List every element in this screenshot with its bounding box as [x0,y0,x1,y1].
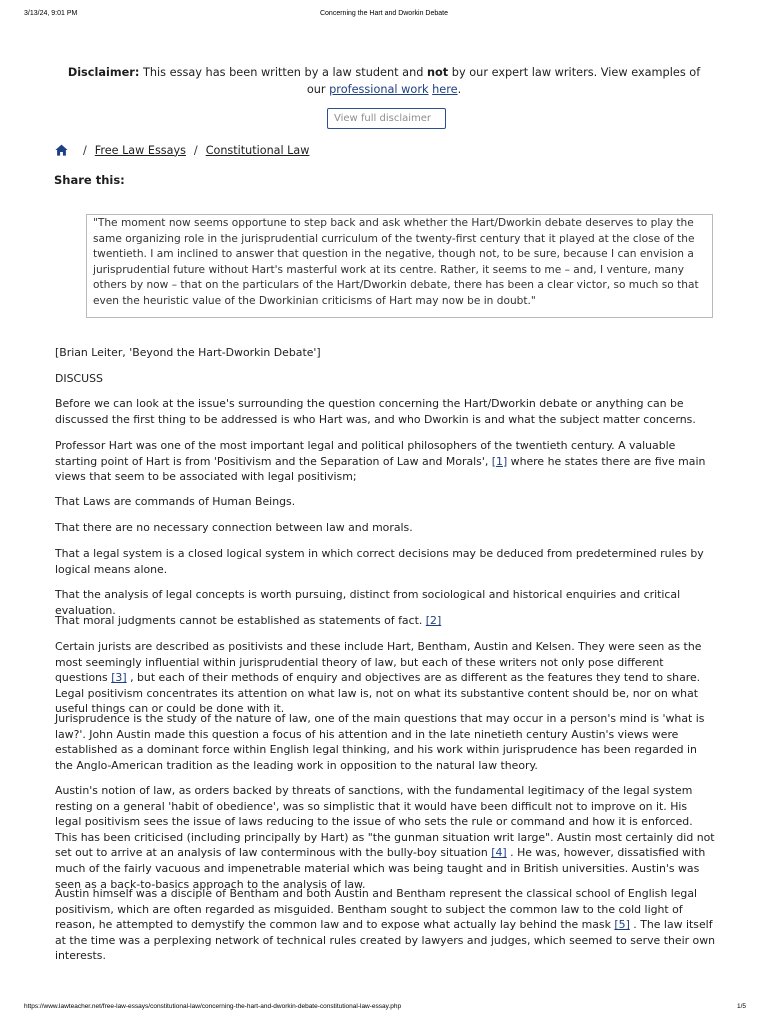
discuss-text: DISCUSS [55,372,103,385]
paragraph-10 [55,783,715,892]
paragraph-text: where he states there are five main views that seem to be associated with legal positivism; [55,454,706,484]
footnote-link-1[interactable]: [1] [491,454,508,468]
paragraph-text: Before we can look at the issue's surrounding the question concerning the Hart/Dworkin debate or anything can be discussed the first thing to be addressed is who Hart was, and who Dworkin is and what the subject matter concerns. [55,397,696,426]
paragraph-8 [55,639,715,717]
here-link[interactable]: here [432,83,458,96]
paragraph-7 [55,613,715,629]
disclaimer-text-2: by our expert law writers. View examples of our [306,66,701,96]
quote-text: "The moment now seems opportune to step back and ask whether the Hart/Dworkin debate deserves to play the same organizing role in the jurisprudential curriculum of the twenty-first century that it played at the close of the twentieth. I am inclined to answer that question in the negative, though not, to be sure, because I can envision a jurisprudential future without Hart's masterful work at its centre. Rather, it seems to me – and, I venture, many others by now – that on the particulars of the Hart/Dworkin debate, there has been a clear victor, so much so that even the heuristic value of the Dworkinian criticisms of Hart may now be in doubt." [93,217,699,307]
breadcrumb-separator: / [83,143,87,157]
paragraph-11 [55,886,715,964]
breadcrumb-separator: / [193,143,198,157]
disclaimer-text-1: This essay has been written by a law student and [139,66,427,79]
footnote-link-4[interactable]: [4] [491,846,507,860]
paragraph-text: That moral judgments cannot be established as statements of fact. [55,614,426,627]
disclaimer-not: not [427,66,449,79]
citation-text: [Brian Leiter, 'Beyond the Hart-Dworkin Debate'] [55,346,321,359]
paragraph-1 [55,396,715,427]
print-datetime: 3/13/24, 9:01 PM [24,10,78,17]
paragraph-3 [55,494,715,510]
breadcrumb-free-law-essays[interactable]: Free Law Essays [94,143,186,157]
paragraph-text: , but each of their methods of enquiry and objectives are as different as the features they tend to share. Legal positivism concentrates its attention on what law is, not on what its substantive content should be, nor on what useful things can or could be done with it. [55,671,701,716]
paragraph-text: Jurisprudence is the study of the nature of law, one of the main questions that may occur in a person's mind is 'what is law?'. John Austin made this question a focus of his attention and in the late ninetieth century Austin's views were established as a dominant force within English legal thinking, and his work within jurisprudence has been regarded in the Anglo-American tradition as the leading work in opposition to the natural law theory. [55,712,705,772]
paragraph-5 [55,546,715,577]
paragraph-text: Certain jurists are described as positivists and these include Hart, Bentham, Austin and Kelsen. They were seen as the most seemingly influential within jurisprudential theory of law, but each of these writers not only pose different questions [55,640,702,685]
share-label: Share this: [54,173,125,187]
home-icon[interactable] [55,144,68,156]
print-page-number: 1/5 [736,1003,746,1010]
paragraph-text: That a legal system is a closed logical system in which correct decisions may be deduced from predetermined rules by logical means alone. [55,547,704,576]
print-url: https://www.lawteacher.net/free-law-essays/constitutional-law/concerning-the-hart-and-dworkin-debate-constitutional-law-essay.php [24,1003,402,1010]
paragraph-text: Austin himself was a disciple of Bentham and both Austin and Bentham represent the classical school of English legal positivism, which are often regarded as misguided. Bentham sought to subject the common law to the cold light of reason, he attempted to demystify the common law and to expose what actually lay behind the mask [55,887,698,932]
paragraph-text: That Laws are commands of Human Beings. [55,495,296,508]
paragraph-2 [55,438,715,485]
footnote-link-5[interactable]: [5] [614,918,630,932]
footnote-link-3[interactable]: [3] [111,671,127,685]
professional-work-link[interactable]: professional work [329,83,429,96]
disclaimer-label: Disclaimer: [67,66,140,79]
breadcrumb-constitutional-law[interactable]: Constitutional Law [205,143,310,157]
paragraph-text: . He was, however, dissatisfied with much of the fairly vacuous and impenetrable material which was being taught and in British universities. Austin's was seen as a back-to-basics approach to the analysis of law. [55,846,706,891]
breadcrumb [55,142,309,158]
paragraph-text: . The law itself at the time was a perplexing network of technical rules created by lawyers and judges, which seemed to serve their own interests. [55,918,716,963]
disclaimer-period: . [457,83,462,96]
disclaimer [58,64,710,98]
print-header [0,10,768,22]
view-full-disclaimer-button[interactable]: View full disclaimer [327,108,446,129]
paragraph-text: Professor Hart was one of the most important legal and political philosophers of the twentieth century. A valuable starting point of Hart is from 'Positivism and the Separation of Law and Morals', [55,439,676,468]
paragraph-text: That there are no necessary connection between law and morals. [55,521,413,534]
print-title: Concerning the Hart and Dworkin Debate [319,10,448,17]
paragraph-4 [55,520,715,536]
quote-box [86,214,713,318]
paragraph-9 [55,711,715,773]
citation [55,345,715,361]
footnote-link-2[interactable]: [2] [425,614,442,627]
paragraph-text: That the analysis of legal concepts is worth pursuing, distinct from sociological and historical enquiries and critical evaluation. [55,588,681,617]
paragraph-text: Austin's notion of law, as orders backed by threats of sanctions, with the fundamental legitimacy of the legal system resting on a general 'habit of obedience', was so simplistic that it would have been difficult not to improve on it. His legal positivism sees the issue of laws reducing to the issue of who sets the rule or command and how it is enforced. This has been criticised (including principally by Hart) as "the gunman situation writ large". Austin most certainly did not set out to arrive at an analysis of law conterminous with the bully-boy situation [55,784,715,860]
discuss-heading [55,371,715,387]
